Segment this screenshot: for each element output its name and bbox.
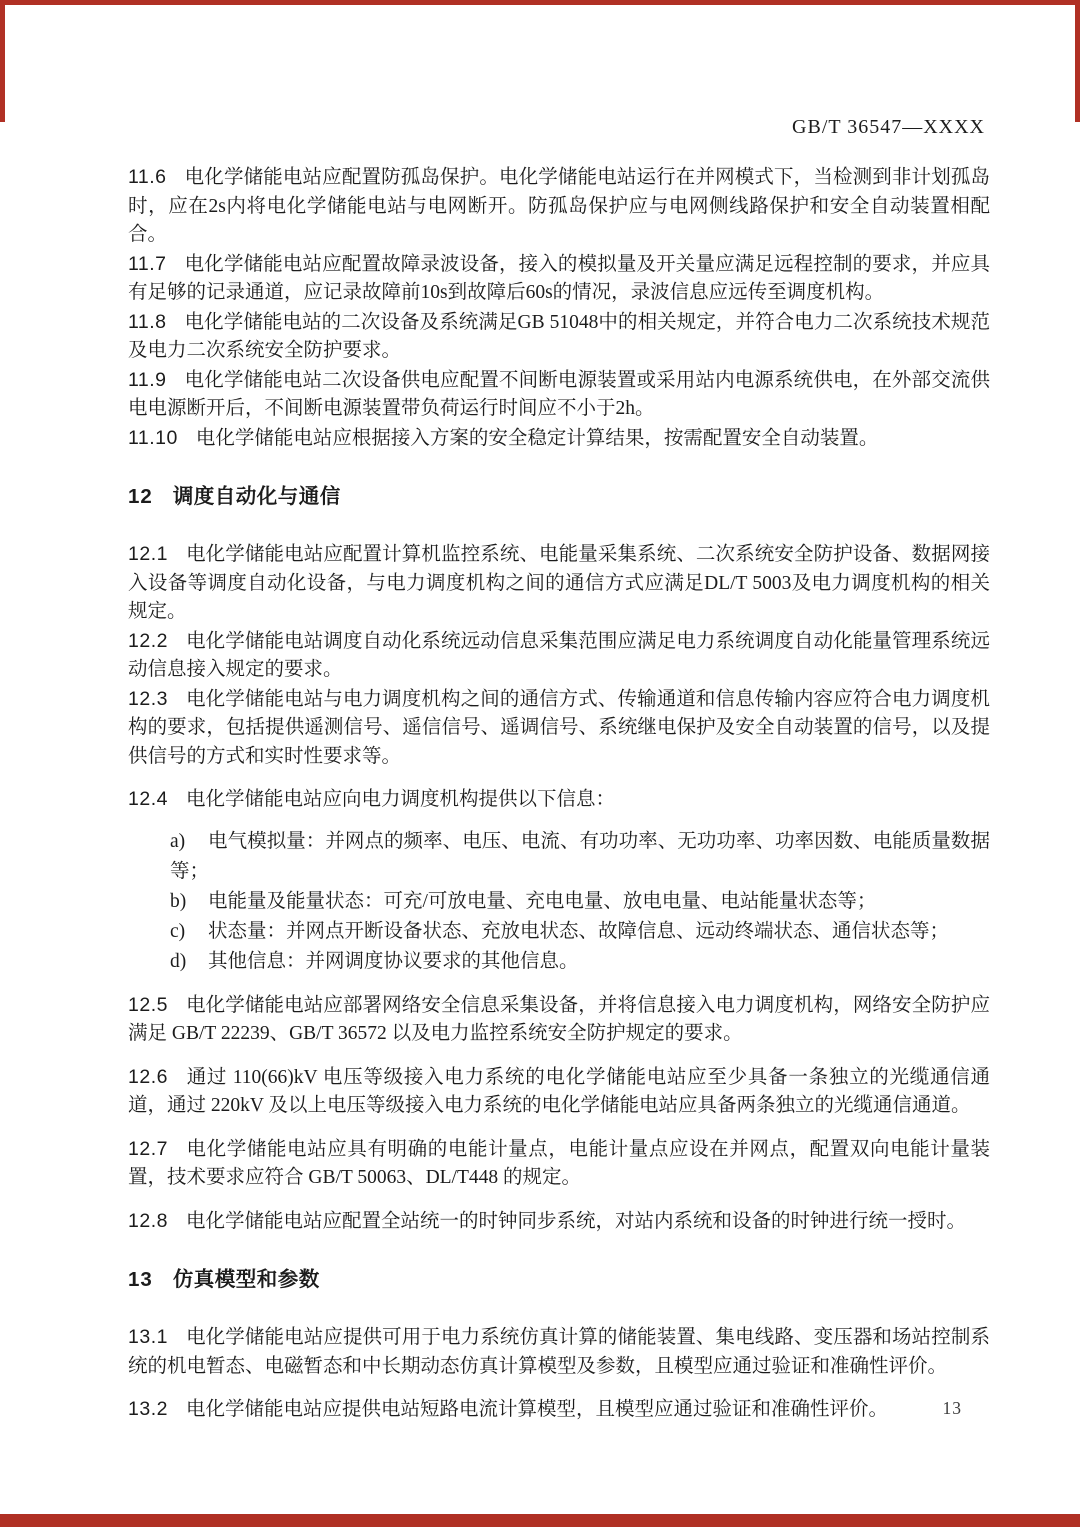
section-heading [128,1266,990,1294]
clause-text: 通过 110(66)kV 电压等级接入电力系统的电化学储能电站应至少具备一条独立的光缆通信通道，通过 220kV 及以上电压等级接入电力系统的电化学储能电站应具备两条独立的光缆通信通道。 [128,1066,990,1116]
section-title: 仿真模型和参数 [172,1268,320,1291]
clause-paragraph [128,991,990,1049]
clause-paragraph [128,1323,990,1381]
clause-text: 电化学储能电站应根据接入方案的安全稳定计算结果，按需配置安全自动装置。 [195,427,879,449]
clause-number: 12.8 [128,1209,168,1232]
clause-paragraph [128,308,990,366]
clause-number: 13.2 [128,1398,168,1420]
clause-paragraph [128,785,990,815]
document-code-header: GB/T 36547—XXXX [792,116,985,138]
clause-number: 12.5 [128,993,168,1016]
clause-paragraph [128,627,990,685]
clause-paragraph [128,163,990,250]
list-item-label: a) [170,830,186,852]
clause-paragraph [128,1207,990,1237]
list-item-text: 状态量：并网点开断设备状态、充放电状态、故障信息、远动终端状态、通信状态等； [208,920,950,942]
clause-text: 电化学储能电站应具有明确的电能计量点，电能计量点应设在并网点，配置双向电能计量装置，技术要求应符合 GB/T 50063、DL/T448 的规定。 [128,1138,990,1188]
clause-paragraph [128,685,990,772]
clause-paragraph [128,1395,990,1425]
clause-text: 电化学储能电站调度自动化系统远动信息采集范围应满足电力系统调度自动化能量管理系统远动信息接入规定的要求。 [128,630,990,680]
document-body [0,139,1080,1425]
clause-text: 电化学储能电站应向电力调度机构提供以下信息： [185,789,615,810]
clause-number: 12.4 [128,788,168,810]
clause-text: 电化学储能电站二次设备供电应配置不间断电源装置或采用站内电源系统供电，在外部交流供电电源断开后，不间断电源装置带负荷运行时间应不小于2h。 [128,369,990,419]
section-title: 调度自动化与通信 [172,485,341,508]
page-edge-mark-bottom [0,1514,1080,1527]
clause-paragraph [128,250,990,308]
list-item [170,827,990,887]
clause-text: 电化学储能电站应配置全站统一的时钟同步系统，对站内系统和设备的时钟进行统一授时。 [185,1210,966,1232]
clause-number: 12.3 [128,687,168,710]
clause-number: 12.6 [128,1065,168,1088]
clause-number: 11.6 [128,166,167,188]
clause-text: 电化学储能电站的二次设备及系统满足GB 51048中的相关规定，并符合电力二次系统技术规范及电力二次系统安全防护要求。 [128,311,990,361]
clause-number: 11.9 [128,368,167,391]
clause-number: 13.1 [128,1326,168,1348]
clause-paragraph [128,540,990,627]
page-edge-mark-top [0,0,1080,5]
list-item-label: b) [170,890,187,912]
clause-text: 电化学储能电站应部署网络安全信息采集设备，并将信息接入电力调度机构，网络安全防护应满足 GB/T 22239、GB/T 36572 以及电力监控系统安全防护规定的要求。 [128,994,990,1044]
list-item-label: d) [170,950,187,972]
clause-number: 11.7 [128,252,167,275]
clause-paragraph [128,1135,990,1193]
clause-paragraph [128,366,990,424]
page-number: 13 [942,1398,962,1418]
clause-text: 电化学储能电站应配置计算机监控系统、电能量采集系统、二次系统安全防护设备、数据网接入设备等调度自动化设备，与电力调度机构之间的通信方式应满足DL/T 5003及电力调度机构的相关规定。 [128,544,990,622]
section-heading [128,483,990,511]
clause-number: 11.10 [128,426,178,449]
section-number: 13 [128,1268,153,1291]
list-item-label: c) [170,920,186,942]
clause-number: 12.2 [128,629,168,652]
clause-paragraph [128,1063,990,1121]
clause-text: 电化学储能电站与电力调度机构之间的通信方式、传输通道和信息传输内容应符合电力调度机构的要求，包括提供遥测信号、遥信信号、遥调信号、系统继电保护及安全自动装置的信号，以及提供信号的方式和实时性要求等。 [128,688,990,767]
page-edge-mark-right [1075,0,1080,122]
clause-number: 11.8 [128,310,167,333]
clause-text: 电化学储能电站应提供可用于电力系统仿真计算的储能装置、集电线路、变压器和场站控制系统的机电暂态、电磁暂态和中长期动态仿真计算模型及参数，且模型应通过验证和准确性评价。 [128,1327,990,1377]
list-item-text: 电气模拟量：并网点的频率、电压、电流、有功功率、无功功率、功率因数、电能质量数据等； [170,830,990,882]
list-item [170,947,990,977]
list-item [170,887,990,917]
clause-text: 电化学储能电站应配置防孤岛保护。电化学储能电站运行在并网模式下，当检测到非计划孤岛时，应在2s内将电化学储能电站与电网断开。防孤岛保护应与电网侧线路保护和安全自动装置相配合。 [128,167,990,245]
clause-number: 12.1 [128,543,168,565]
page-edge-mark-left [0,0,5,122]
clause-number: 12.7 [128,1137,168,1160]
clause-paragraph [128,424,990,454]
clause-text: 电化学储能电站应配置故障录波设备，接入的模拟量及开关量应满足远程控制的要求，并应具有足够的记录通道，应记录故障前10s到故障后60s的情况，录波信息应远传至调度机构。 [128,253,990,303]
clause-text: 电化学储能电站应提供电站短路电流计算模型，且模型应通过验证和准确性评价。 [185,1399,888,1420]
clause-sublist [128,827,990,977]
list-item-text: 电能量及能量状态：可充/可放电量、充电电量、放电电量、电站能量状态等； [208,890,877,912]
list-item [170,917,990,947]
list-item-text: 其他信息：并网调度协议要求的其他信息。 [208,950,579,972]
section-number: 12 [128,485,153,508]
